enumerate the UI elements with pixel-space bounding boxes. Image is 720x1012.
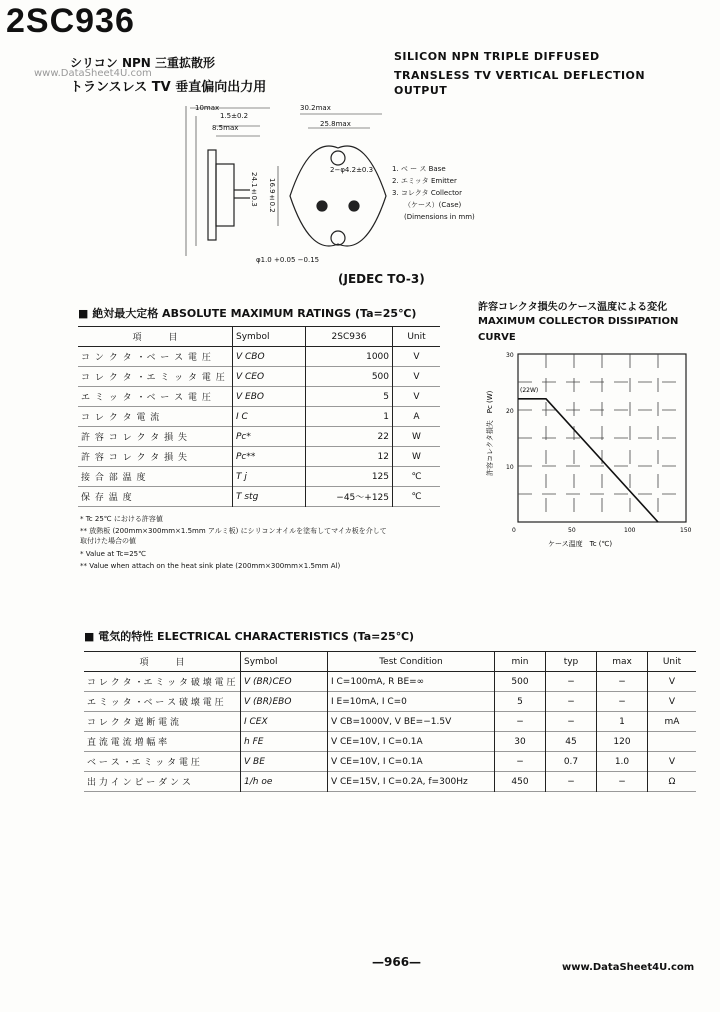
pin-dim-note: (Dimensions in mm) <box>404 213 475 221</box>
elec-header-max: max <box>597 652 648 672</box>
elec-row <box>84 712 696 732</box>
jp-title-line1: シリコン NPN 三重拡散形 <box>70 56 215 70</box>
abs-header-symbol: Symbol <box>233 327 306 347</box>
elec-cell-min: − <box>495 752 546 772</box>
chart-xtick: 100 <box>624 527 636 534</box>
abs-header-item: 項 目 <box>132 333 178 343</box>
elec-cell-unit: V <box>648 752 697 772</box>
abs-cell-item: 接 合 部 温 度 <box>81 473 147 483</box>
abs-note-3: 取付けた場合の値 <box>80 537 136 545</box>
abs-row <box>78 447 440 467</box>
part-number-title: 2SC936 <box>6 2 135 40</box>
abs-cell-unit: W <box>393 447 441 467</box>
abs-cell-symbol: T j <box>233 467 306 487</box>
abs-cell-unit: V <box>393 387 441 407</box>
page-number: —966— <box>372 955 422 969</box>
elec-cell-max: − <box>597 692 648 712</box>
elec-cell-max: − <box>597 672 648 692</box>
dim-1-5: 1.5±0.2 <box>220 112 249 120</box>
abs-max-table <box>78 326 440 507</box>
curve-title-jp: 許容コレクタ損失のケース温度による変化 <box>478 302 668 313</box>
elec-header-item: 項 目 <box>139 658 185 668</box>
elec-cell-cond: V CE=10V, I C=0.1A <box>328 732 495 752</box>
abs-cell-item: エ ミ ッ タ ・ベ ー ス 電 圧 <box>81 393 212 403</box>
elec-cell-symbol: I CEX <box>241 712 328 732</box>
elec-cell-typ: 45 <box>546 732 597 752</box>
elec-cell-typ: 0.7 <box>546 752 597 772</box>
elec-cell-unit: Ω <box>648 772 697 792</box>
abs-cell-value: 1 <box>306 407 393 427</box>
elec-cell-unit: mA <box>648 712 697 732</box>
elec-title: ■ 電気的特性 ELECTRICAL CHARACTERISTICS (Ta=25℃) <box>84 630 415 643</box>
abs-max-title: ■ 絶対最大定格 ABSOLUTE MAXIMUM RATINGS (Ta=25℃) <box>78 307 417 320</box>
elec-cell-cond: V CB=1000V, V BE=−1.5V <box>328 712 495 732</box>
abs-cell-symbol: I C <box>233 407 306 427</box>
en-title-line2: TRANSLESS TV VERTICAL DEFLECTION OUTPUT <box>394 69 646 97</box>
abs-row <box>78 427 440 447</box>
elec-cell-cond: V CE=10V, I C=0.1A <box>328 752 495 772</box>
elec-cell-min: 30 <box>495 732 546 752</box>
elec-cell-unit <box>648 732 697 752</box>
elec-row <box>84 752 696 772</box>
abs-cell-symbol: V CBO <box>233 347 306 367</box>
elec-cell-max: − <box>597 772 648 792</box>
abs-cell-item: 保 存 温 度 <box>81 493 133 503</box>
elec-header-typ: typ <box>546 652 597 672</box>
chart-annotation: (22W) <box>520 387 539 394</box>
abs-cell-unit: ℃ <box>393 487 441 507</box>
abs-row <box>78 367 440 387</box>
abs-note-5: ** Value when attach on the heat sink plate (200mm×300mm×1.5mm Al) <box>80 562 341 570</box>
elec-cell-symbol: 1/h oe <box>241 772 328 792</box>
dissipation-chart <box>478 346 698 556</box>
pin-2: 2. エミッタ Emitter <box>392 177 457 185</box>
abs-cell-unit: A <box>393 407 441 427</box>
elec-cell-typ: − <box>546 672 597 692</box>
elec-cell-typ: − <box>546 692 597 712</box>
elec-cell-unit: V <box>648 672 697 692</box>
chart-xtick: 0 <box>512 527 516 534</box>
elec-cell-symbol: h FE <box>241 732 328 752</box>
dim-10max: 10max <box>195 104 220 112</box>
abs-cell-unit: W <box>393 427 441 447</box>
abs-cell-symbol: Pc* <box>233 427 306 447</box>
pin-case: （ケース）(Case) <box>404 201 462 209</box>
abs-row <box>78 347 440 367</box>
watermark-bottom: www.DataSheet4U.com <box>562 962 695 973</box>
elec-cell-min: 5 <box>495 692 546 712</box>
elec-cell-item: ベ ー ス ・エ ミ ッ タ 電 圧 <box>87 758 200 768</box>
abs-cell-value: 22 <box>306 427 393 447</box>
abs-cell-value: 125 <box>306 467 393 487</box>
dim-30-2max: 30.2max <box>300 104 331 112</box>
elec-row <box>84 772 696 792</box>
elec-row <box>84 732 696 752</box>
elec-cell-min: 500 <box>495 672 546 692</box>
abs-cell-value: 1000 <box>306 347 393 367</box>
abs-cell-value: 500 <box>306 367 393 387</box>
abs-row <box>78 407 440 427</box>
elec-cell-item: 直 流 電 流 増 幅 率 <box>87 738 168 748</box>
elec-cell-item: コ レ ク タ ・エ ミ ッ タ 破 壊 電 圧 <box>87 678 236 688</box>
watermark-top: www.DataSheet4U.com <box>34 68 152 79</box>
elec-cell-max: 1.0 <box>597 752 648 772</box>
chart-xtick: 150 <box>680 527 692 534</box>
abs-note-1: * Tc 25℃ における許容値 <box>80 515 163 523</box>
abs-cell-symbol: T stg <box>233 487 306 507</box>
jp-title-line2: トランスレス TV 垂直偏向出力用 <box>70 80 267 95</box>
en-title-line1: SILICON NPN TRIPLE DIFFUSED <box>394 50 600 63</box>
abs-cell-item: コ ン ク タ ・ベ ー ス 電 圧 <box>81 353 212 363</box>
chart-ylabel: 許容コレクタ損失 Pc (W) <box>486 390 494 476</box>
elec-header-symbol: Symbol <box>241 652 328 672</box>
chart-ytick: 10 <box>506 464 514 471</box>
jedec-label: (JEDEC TO-3) <box>338 272 425 286</box>
elec-header-unit: Unit <box>648 652 697 672</box>
abs-cell-value: 12 <box>306 447 393 467</box>
abs-row <box>78 467 440 487</box>
abs-cell-item: 許 容 コ レ ク タ 損 失 <box>81 433 189 443</box>
chart-ytick: 20 <box>506 408 514 415</box>
abs-cell-value: −45〜+125 <box>306 487 393 507</box>
abs-note-2: ** 放熱板 (200mm×300mm×1.5mm アルミ板) にシリコンオイルを塗布してマイカ板を介して <box>80 527 387 535</box>
chart-xlabel: ケース温度 Tc (℃) <box>548 540 613 548</box>
chart-ytick: 30 <box>506 352 514 359</box>
elec-cell-min: − <box>495 712 546 732</box>
abs-cell-item: 許 容 コ レ ク タ 損 失 <box>81 453 189 463</box>
abs-cell-item: コ レ ク タ 電 流 <box>81 413 161 423</box>
elec-cell-cond: I C=100mA, R BE=∞ <box>328 672 495 692</box>
elec-header-min: min <box>495 652 546 672</box>
elec-cell-cond: I E=10mA, I C=0 <box>328 692 495 712</box>
elec-cell-symbol: V (BR)CEO <box>241 672 328 692</box>
elec-cell-typ: − <box>546 772 597 792</box>
chart-xtick: 50 <box>568 527 576 534</box>
abs-cell-symbol: V CEO <box>233 367 306 387</box>
abs-row <box>78 387 440 407</box>
abs-cell-value: 5 <box>306 387 393 407</box>
dim-24-1: 24.1±0.3 <box>250 172 258 207</box>
dim-25-8max: 25.8max <box>320 120 351 128</box>
elec-cell-cond: V CE=15V, I C=0.2A, f=300Hz <box>328 772 495 792</box>
elec-cell-item: エ ミ ッ タ ・ベ ー ス 破 壊 電 圧 <box>87 698 224 708</box>
abs-cell-unit: V <box>393 367 441 387</box>
pin-3: 3. コレクタ Collector <box>392 189 462 197</box>
pin-1: 1. ベ ー ス Base <box>392 165 446 173</box>
abs-cell-unit: ℃ <box>393 467 441 487</box>
abs-header-value: 2SC936 <box>306 327 393 347</box>
dim-phi1: φ1.0 +0.05 −0.15 <box>256 256 320 264</box>
elec-cell-unit: V <box>648 692 697 712</box>
chart-series-line <box>518 399 658 522</box>
elec-cell-item: 出 力 イ ン ピ ー ダ ン ス <box>87 778 191 788</box>
abs-cell-symbol: Pc** <box>233 447 306 467</box>
abs-row <box>78 487 440 507</box>
curve-title-en: MAXIMUM COLLECTOR DISSIPATION CURVE <box>478 316 679 343</box>
dim-8-5max: 8.5max <box>212 124 239 132</box>
elec-cell-symbol: V BE <box>241 752 328 772</box>
elec-cell-max: 120 <box>597 732 648 752</box>
abs-cell-unit: V <box>393 347 441 367</box>
elec-row <box>84 692 696 712</box>
dim-2-phi4: 2−φ4.2±0.3 <box>330 166 374 174</box>
elec-cell-max: 1 <box>597 712 648 732</box>
elec-cell-typ: − <box>546 712 597 732</box>
elec-cell-symbol: V (BR)EBO <box>241 692 328 712</box>
elec-header-cond: Test Condition <box>328 652 495 672</box>
abs-header-unit: Unit <box>393 327 441 347</box>
abs-cell-item: コ レ ク タ ・エ ミ ッ タ 電 圧 <box>81 373 226 383</box>
elec-row <box>84 672 696 692</box>
abs-cell-symbol: V EBO <box>233 387 306 407</box>
abs-note-4: * Value at Tc=25℃ <box>80 550 147 558</box>
elec-cell-item: コ レ ク タ 遮 断 電 流 <box>87 718 180 728</box>
dim-16-9: 16.9±0.2 <box>268 178 276 213</box>
elec-table <box>84 651 696 792</box>
elec-cell-min: 450 <box>495 772 546 792</box>
